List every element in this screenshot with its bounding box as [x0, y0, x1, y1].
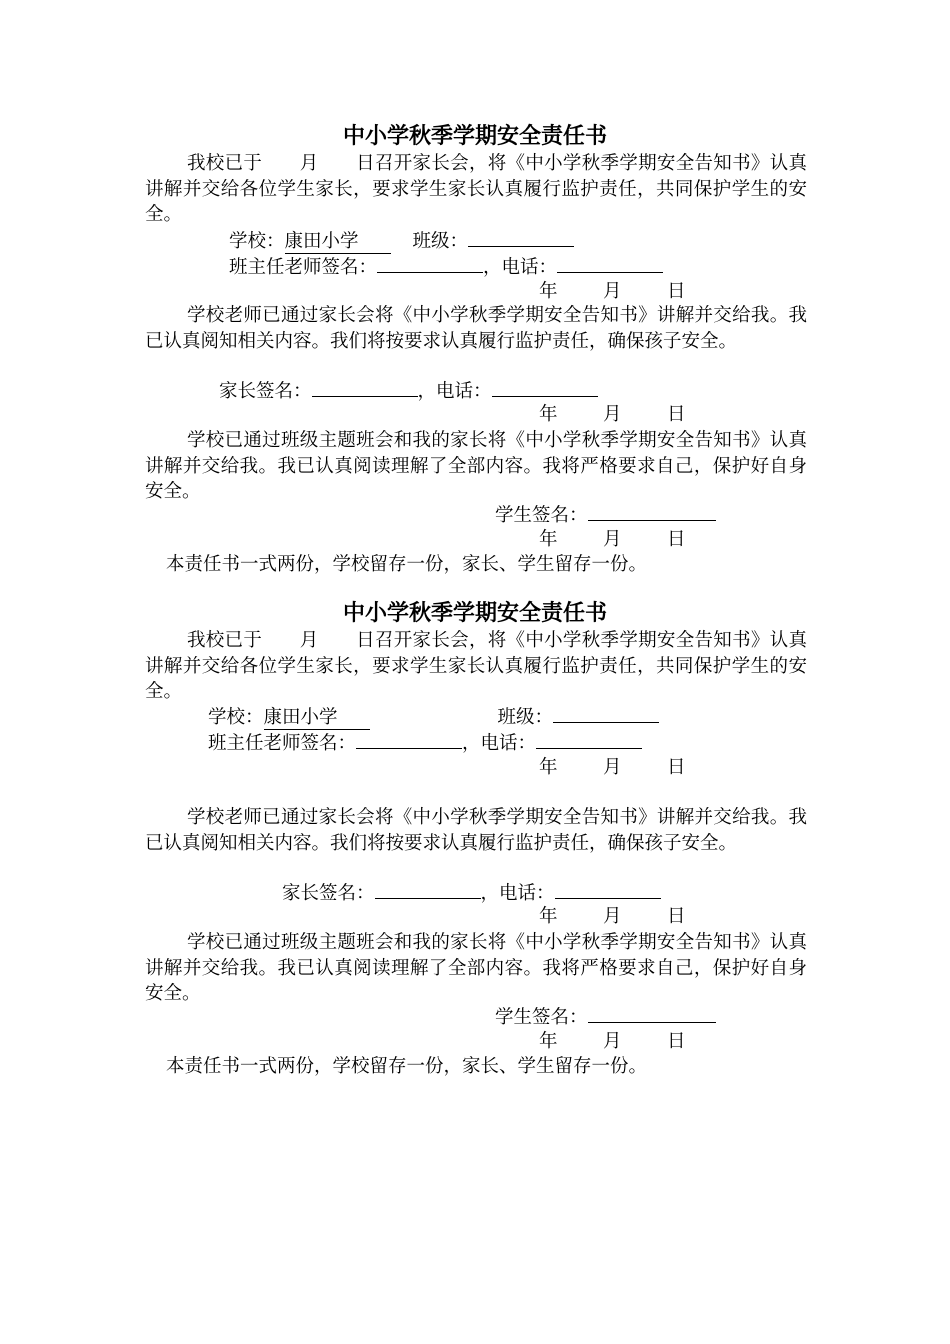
- parent-sign-label: 家长签名：: [282, 883, 375, 904]
- parent-paragraph: 学校老师已通过家长会将《中小学秋季学期安全告知书》讲解并交给我。我已认真阅知相关内容。我们将按要求认真履行监护责任，确保孩子安全。: [145, 305, 807, 352]
- month-label: 月: [603, 906, 622, 927]
- day-label: 日: [667, 906, 686, 927]
- form-title: 中小学秋季学期安全责任书: [342, 600, 607, 626]
- phone-label: ，电话：: [480, 883, 555, 904]
- student-sign-field[interactable]: [588, 1022, 716, 1023]
- class-field[interactable]: [553, 722, 659, 723]
- student-sign-label: 学生签名：: [495, 505, 588, 526]
- year-label: 年: [539, 1031, 558, 1052]
- footer-note: 本责任书一式两份，学校留存一份，家长、学生留存一份。: [166, 1056, 648, 1077]
- teacher-sign-label: 班主任老师签名：: [208, 733, 357, 754]
- school-value: 康田小学: [284, 231, 359, 252]
- student-date-line: [539, 1029, 686, 1055]
- phone-label: ，电话：: [483, 257, 558, 278]
- student-sign-field[interactable]: [588, 520, 716, 521]
- parent-paragraph: 学校老师已通过家长会将《中小学秋季学期安全告知书》讲解并交给我。我已认真阅知相关内容。我们将按要求认真履行监护责任，确保孩子安全。: [145, 807, 807, 854]
- phone-label: ，电话：: [462, 733, 537, 754]
- year-label: 年: [539, 404, 558, 425]
- teacher-phone-field[interactable]: [536, 748, 642, 749]
- day-label: 日: [667, 529, 686, 550]
- parent-date-line: [539, 904, 686, 930]
- school-line: [229, 229, 574, 255]
- phone-label: ，电话：: [417, 381, 492, 402]
- student-paragraph: 学校已通过班级主题班会和我的家长将《中小学秋季学期安全告知书》认真讲解并交给我。我已认真阅读理解了全部内容。我将严格要求自己，保护好自身安全。: [145, 932, 807, 1004]
- school-value: 康田小学: [263, 707, 338, 728]
- student-date-line: [539, 527, 686, 553]
- teacher-sign-field[interactable]: [377, 272, 483, 273]
- school-line: [208, 705, 659, 731]
- class-field[interactable]: [468, 246, 574, 247]
- student-sign-label: 学生签名：: [495, 1007, 588, 1028]
- form-title: 中小学秋季学期安全责任书: [342, 123, 607, 149]
- class-label: 班级：: [497, 707, 554, 728]
- year-label: 年: [539, 906, 558, 927]
- teacher-sign-field[interactable]: [356, 748, 462, 749]
- day-label: 日: [667, 1031, 686, 1052]
- month-label: 月: [603, 529, 622, 550]
- teacher-date-line: [539, 279, 686, 305]
- class-label: 班级：: [412, 231, 469, 252]
- month-label: 月: [603, 404, 622, 425]
- month-label: 月: [603, 757, 622, 778]
- student-sign-line: [495, 503, 716, 529]
- school-label: 学校：: [229, 231, 285, 252]
- teacher-sign-line: [208, 731, 642, 757]
- year-label: 年: [539, 529, 558, 550]
- teacher-phone-field[interactable]: [557, 272, 663, 273]
- day-label: 日: [667, 281, 686, 302]
- intro-paragraph: 我校已于 月 日召开家长会，将《中小学秋季学期安全告知书》认真讲解并交给各位学生家长，要求学生家长认真履行监护责任，共同保护学生的安全。: [145, 153, 807, 225]
- student-paragraph: 学校已通过班级主题班会和我的家长将《中小学秋季学期安全告知书》认真讲解并交给我。我已认真阅读理解了全部内容。我将严格要求自己，保护好自身安全。: [145, 430, 807, 502]
- teacher-sign-label: 班主任老师签名：: [229, 257, 378, 278]
- student-sign-line: [495, 1005, 716, 1031]
- day-label: 日: [667, 404, 686, 425]
- parent-sign-field[interactable]: [312, 396, 418, 397]
- parent-sign-field[interactable]: [375, 898, 481, 899]
- month-label: 月: [603, 1031, 622, 1052]
- teacher-sign-line: [229, 255, 663, 281]
- footer-note: 本责任书一式两份，学校留存一份，家长、学生留存一份。: [166, 554, 648, 575]
- month-label: 月: [603, 281, 622, 302]
- parent-sign-label: 家长签名：: [219, 381, 312, 402]
- school-label: 学校：: [208, 707, 264, 728]
- year-label: 年: [539, 757, 558, 778]
- parent-phone-field[interactable]: [492, 396, 598, 397]
- day-label: 日: [667, 757, 686, 778]
- school-field[interactable]: [264, 707, 370, 730]
- year-label: 年: [539, 281, 558, 302]
- intro-paragraph: 我校已于 月 日召开家长会，将《中小学秋季学期安全告知书》认真讲解并交给各位学生家长，要求学生家长认真履行监护责任，共同保护学生的安全。: [145, 630, 807, 702]
- parent-date-line: [539, 402, 686, 428]
- teacher-date-line: [539, 755, 686, 781]
- parent-phone-field[interactable]: [555, 898, 661, 899]
- school-field[interactable]: [285, 231, 391, 254]
